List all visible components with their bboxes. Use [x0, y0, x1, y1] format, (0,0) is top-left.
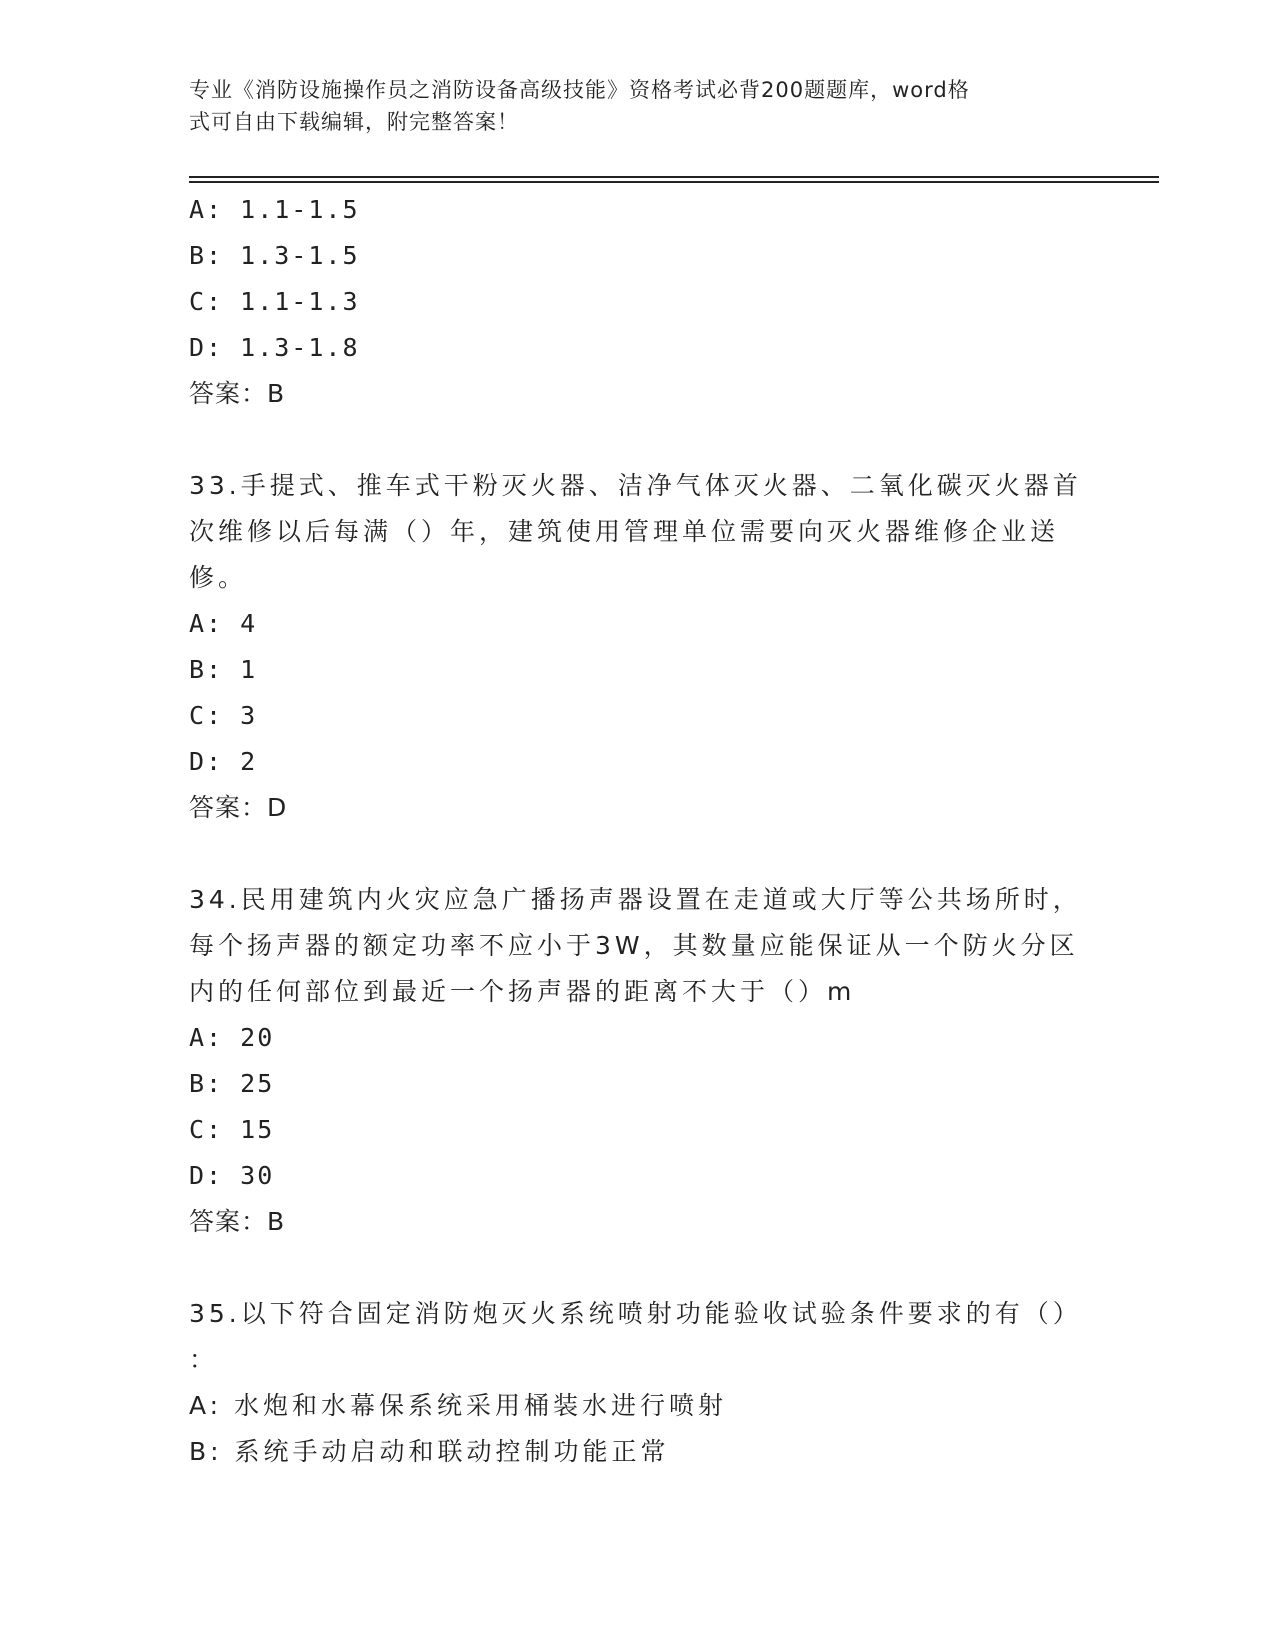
- option-b: B: 1: [189, 655, 258, 684]
- option-d: D: 2: [189, 747, 258, 776]
- answer-line: 答案：B: [189, 1207, 286, 1236]
- option-c: C: 15: [189, 1115, 275, 1144]
- question-34: [189, 877, 1089, 1245]
- spacer: [189, 417, 1089, 463]
- question-text-line: 35.以下符合固定消防炮灭火系统喷射功能验收试验条件要求的有（）: [189, 1299, 1082, 1328]
- question-text-line: 内的任何部位到最近一个扬声器的距离不大于（）m: [189, 977, 856, 1006]
- option-b: B: 系统手动启动和联动控制功能正常: [189, 1437, 670, 1466]
- spacer: [189, 1245, 1089, 1291]
- option-c: C: 3: [189, 701, 258, 730]
- option-a: A: 4: [189, 609, 258, 638]
- option-a: A: 20: [189, 1023, 275, 1052]
- option-b: B: 25: [189, 1069, 275, 1098]
- option-d: D: 1.3-1.8: [189, 333, 360, 362]
- question-text-line: ：: [189, 1345, 219, 1374]
- answer-line: 答案：D: [189, 793, 288, 822]
- header-line-1: 专业《消防设施操作员之消防设备高级技能》资格考试必背200题题库，word格: [189, 78, 970, 102]
- option-c: C: 1.1-1.3: [189, 287, 360, 316]
- question-text-line: 34.民用建筑内火灾应急广播扬声器设置在走道或大厅等公共场所时，: [189, 885, 1082, 914]
- question-text-line: 33.手提式、推车式干粉灭火器、洁净气体灭火器、二氧化碳灭火器首: [189, 471, 1082, 500]
- header-line-2: 式可自由下载编辑，附完整答案！: [189, 110, 519, 134]
- question-32-continued: [189, 187, 1089, 417]
- question-text-line: 次维修以后每满（）年，建筑使用管理单位需要向灭火器维修企业送: [189, 517, 1060, 546]
- answer-line: 答案：B: [189, 379, 286, 408]
- header-divider-top: [189, 176, 1159, 178]
- option-a: A: 1.1-1.5: [189, 195, 360, 224]
- header-divider-bottom: [189, 181, 1159, 183]
- document-header: [189, 74, 1069, 138]
- spacer: [189, 831, 1089, 877]
- option-d: D: 30: [189, 1161, 275, 1190]
- question-33: [189, 463, 1089, 831]
- question-text-line: 修。: [189, 563, 248, 592]
- question-list: [189, 187, 1089, 1475]
- question-35: [189, 1291, 1089, 1475]
- question-text-line: 每个扬声器的额定功率不应小于3W，其数量应能保证从一个防火分区: [189, 931, 1079, 960]
- option-b: B: 1.3-1.5: [189, 241, 360, 270]
- option-a: A: 水炮和水幕保系统采用桶装水进行喷射: [189, 1391, 728, 1420]
